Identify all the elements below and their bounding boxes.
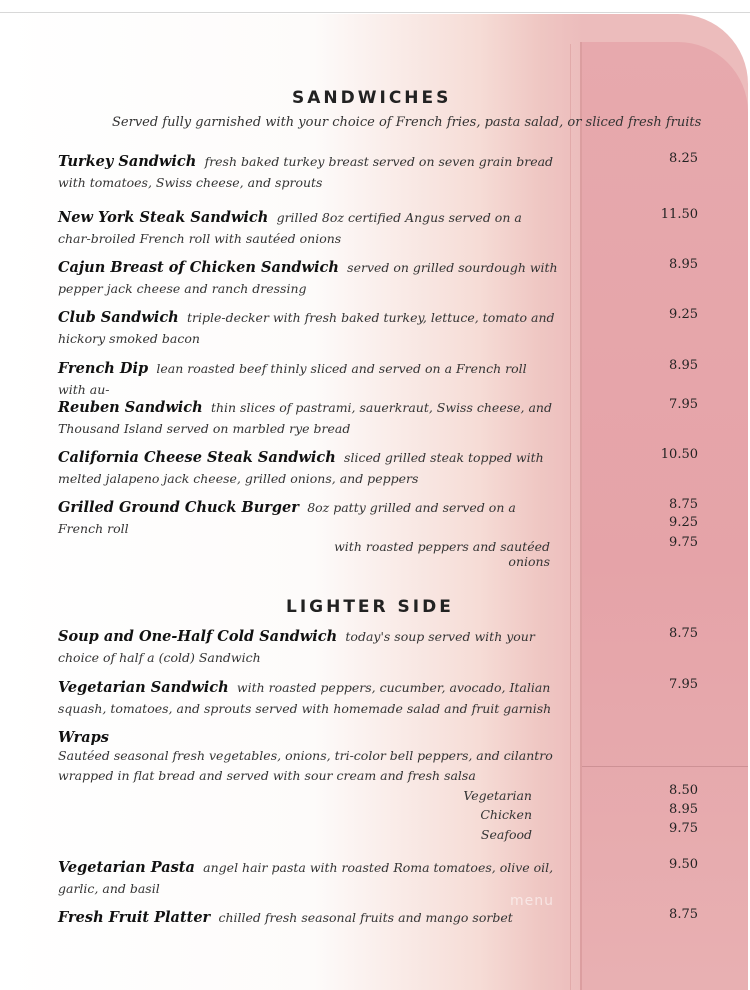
top-edge-line (0, 12, 750, 13)
item-name: Reuben Sandwich (58, 399, 203, 416)
watermark: menu (510, 893, 554, 909)
item-price: 8.25 (669, 151, 698, 166)
item-price: 8.50 (669, 783, 698, 798)
item-name: Vegetarian Sandwich (58, 679, 229, 696)
wrap-option-label: Chicken (480, 807, 532, 822)
sandwiches-subtitle: Served fully garnished with your choice of French fries, pasta salad, or sliced fresh fruits (112, 115, 702, 130)
item-price: 8.75 (669, 497, 698, 512)
item-name: Grilled Ground Chuck Burger (58, 499, 299, 516)
item-description: lean roasted beef thinly sliced and served on a French roll with au- (58, 361, 527, 397)
menu-item (58, 308, 558, 350)
item-price: 9.25 (669, 515, 698, 530)
lighter-side-heading: LIGHTER SIDE (286, 597, 454, 617)
menu-item (58, 398, 558, 440)
item-price: 8.75 (669, 626, 698, 641)
column-divider (570, 44, 571, 990)
item-price: 8.95 (669, 358, 698, 373)
item-name: Soup and One-Half Cold Sandwich (58, 628, 338, 645)
item-price: 9.25 (669, 307, 698, 322)
item-price: 8.75 (669, 907, 698, 922)
menu-item (58, 908, 558, 929)
item-name: Vegetarian Pasta (58, 859, 195, 876)
item-option: with roasted peppers and sautéed onions (334, 539, 550, 569)
menu-item (58, 498, 558, 540)
item-price: 10.50 (660, 447, 698, 462)
item-name: Fresh Fruit Platter (58, 909, 211, 926)
item-description: thin slices of pastrami, sauerkraut, Swiss cheese, and Thousand Island served on marbled rye bread (58, 400, 552, 436)
menu-item (58, 152, 558, 194)
item-price: 11.50 (660, 207, 698, 222)
sandwiches-heading: SANDWICHES (292, 88, 452, 108)
item-description: triple-decker with fresh baked turkey, lettuce, tomato and hickory smoked bacon (58, 310, 555, 346)
item-price: 7.95 (669, 397, 698, 412)
menu-item (58, 208, 558, 250)
item-description: angel hair pasta with roasted Roma tomatoes, olive oil, garlic, and basil (58, 860, 554, 896)
item-price: 7.95 (669, 677, 698, 692)
item-description: today's soup served with your choice of half a (cold) Sandwich (58, 629, 535, 665)
item-description: with roasted peppers, cucumber, avocado, Italian squash, tomatoes, and sprouts served with homemade salad and fruit garnish (58, 680, 552, 716)
item-description: Sautéed seasonal fresh vegetables, onions, tri-color bell peppers, and cilantro wrapped in flat bread and served with sour cream and fresh salsa (58, 748, 553, 783)
menu-item (58, 627, 558, 669)
item-price: 8.95 (669, 257, 698, 272)
item-description: served on grilled sourdough with pepper jack cheese and ranch dressing (58, 260, 558, 296)
item-name: Club Sandwich (58, 309, 179, 326)
wrap-option-label: Seafood (480, 827, 532, 842)
item-name: Turkey Sandwich (58, 153, 197, 170)
item-price: 9.75 (669, 535, 698, 550)
menu-item (58, 678, 558, 720)
item-description: grilled 8oz certified Angus served on a char-broiled French roll with sautéed onions (58, 210, 522, 246)
item-price: 9.50 (669, 857, 698, 872)
item-name: Cajun Breast of Chicken Sandwich (58, 259, 339, 276)
item-price: 9.75 (669, 821, 698, 836)
menu-item (58, 448, 558, 490)
item-name: New York Steak Sandwich (58, 209, 269, 226)
menu-item (58, 858, 558, 900)
item-price: 8.95 (669, 802, 698, 817)
scan-fold-line (582, 766, 748, 767)
item-name: Wraps (58, 729, 109, 746)
item-name: French Dip (58, 360, 149, 377)
menu-item (58, 728, 558, 786)
item-name: California Cheese Steak Sandwich (58, 449, 336, 466)
wrap-option-label: Vegetarian (463, 788, 532, 803)
item-description: fresh baked turkey breast served on seven grain bread with tomatoes, Swiss cheese, and sprouts (58, 154, 554, 190)
item-description: chilled fresh seasonal fruits and mango sorbet (218, 910, 513, 925)
menu-item (58, 258, 558, 300)
menu-item (58, 359, 558, 401)
item-description: 8oz patty grilled and served on a French roll (58, 500, 516, 536)
item-description: sliced grilled steak topped with melted jalapeno jack cheese, grilled onions, and peppers (58, 450, 544, 486)
